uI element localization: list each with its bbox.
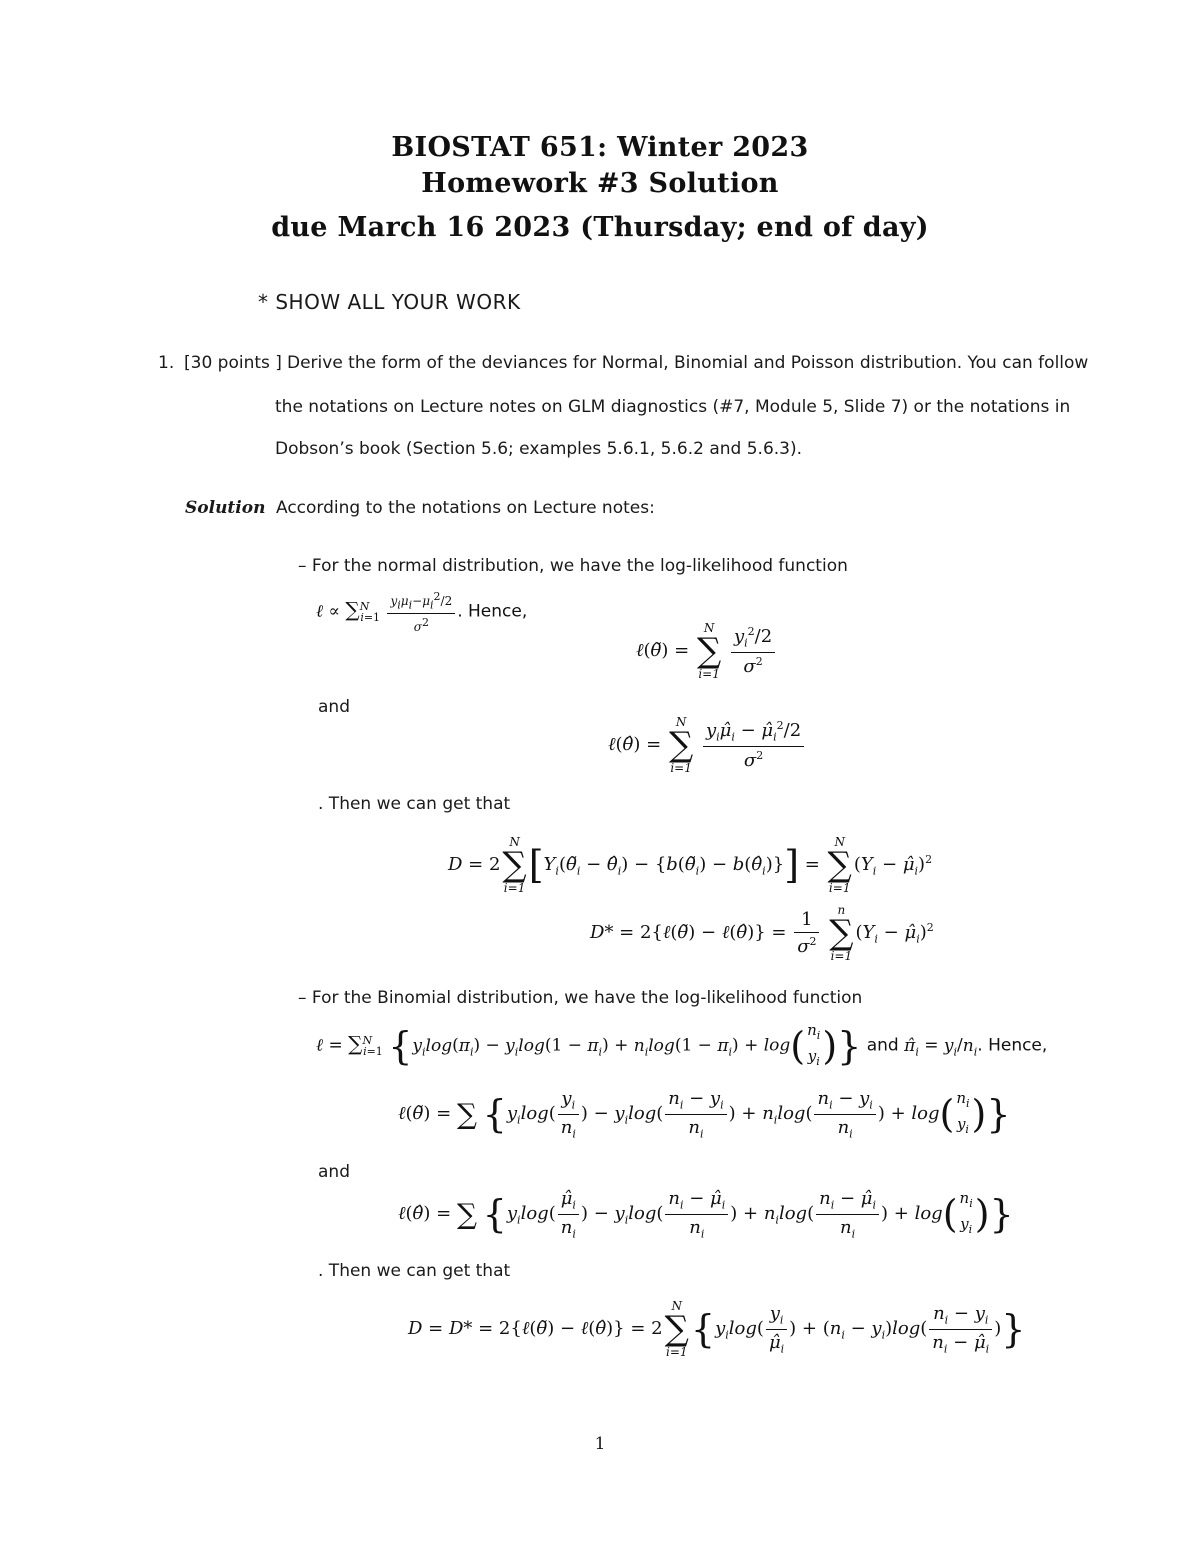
eq-deviance-normal: D = 2 N ∑ i=1 [$Y_i(\thetã_i$ − $\thetâ_i$) − {$b(\thetã_i)$ − $b(\thetâ_i)$}] = N ∑ i=1 ($Y_i$ − $\mû_i)^2$	[448, 835, 933, 895]
problem-number: 1.	[158, 353, 175, 373]
normal-intro: – For the normal distribution, we have the log-likelihood function	[298, 556, 848, 576]
and-text-2: and	[318, 1162, 350, 1182]
binomial-intro: – For the Binomial distribution, we have the log-likelihood function	[298, 988, 863, 1008]
due-date: due March 16 2023 (Thursday; end of day)	[271, 212, 929, 243]
and-text-1: and	[318, 697, 350, 717]
eq-deviance-binomial: D = D* = 2{ℓ(θ̃) − ℓ(θ̂)} = 2 N ∑ i=1 {$y_i\log$( $\frac{y_i}{\mû_i}$ ) + $(n_i - y_i)\log$( $\frac{n_i - y_i}{n_i - \mû_i}$ )}	[408, 1299, 1026, 1359]
page-number: 1	[594, 1434, 606, 1454]
problem-text-line3: Dobson’s book (Section 5.6; examples 5.6.1, 5.6.2 and 5.6.3).	[275, 439, 803, 459]
eq-loglik-saturated: ℓ(θ̃) = N ∑ i=1 $\frac{y_i^2/2}{\sigma^2}$	[636, 622, 777, 680]
solution-label: Solution	[185, 498, 266, 518]
eq-binomial-fitted: ℓ(θ̂) = ∑ {$y_i\log$( $\frac{\mû_i}{n_i}$ ) − $y_i\log$( $\frac{n_i - \mû_i}{n_i}$ ) + $n_i\log$( $\frac{n_i - \mû_i}{n_i}$ ) + log( $n_i$ $y_i$ )}	[398, 1188, 1014, 1241]
binomial-loglik: ℓ = ∑$^N_{i=1}$ {$y_i\log(\pi_i) - y_i\log(1 - \pi_i) + n_i\log(1 - \pi_i) + \log$( $n_i$ $y_i$ )} and $\pî_i = y_i/n_i$. Hence,	[316, 1021, 1048, 1068]
then-text-2: . Then we can get that	[318, 1261, 511, 1281]
eq-binomial-saturated: ℓ(θ̃) = ∑ {$y_i\log$( $\frac{y_i}{n_i}$ ) − $y_i\log$( $\frac{n_i - y_i}{n_i}$ ) + $n_i\log$( $\frac{n_i - y_i}{n_i}$ ) + log( $n_i$ $y_i$ )}	[398, 1088, 1011, 1141]
solution-intro: According to the notations on Lecture notes:	[276, 498, 655, 518]
hence-text: . Hence,	[457, 601, 528, 622]
eq-scaled-deviance-normal: D* = 2{ℓ(θ̃) − ℓ(θ̂)} = $\frac{1}{\sigma^2}$ n ∑ i=1 ($Y_i$ − $\mû_i)^2$	[590, 903, 934, 963]
course-title: BIOSTAT 651: Winter 2023	[391, 132, 809, 163]
problem-text-line2: the notations on Lecture notes on GLM diagnostics (#7, Module 5, Slide 7) or the notations in	[275, 397, 1071, 417]
hence2-text: . Hence,	[977, 1035, 1048, 1056]
normal-loglik: ℓ ∝ ∑$^N_{i=1}$ $\frac{y_i\mu_i-\mu_i^2/2}{\sigma^2}$ . Hence,	[316, 590, 528, 635]
then-text-1: . Then we can get that	[318, 794, 511, 814]
and-pi-hat-text: and	[866, 1035, 899, 1056]
eq-loglik-fitted: ℓ(θ̂) = N ∑ i=1 $\frac{y_i\mû_i - \mû_i^2/2}{\sigma^2}$	[608, 716, 806, 774]
assignment-title: Homework #3 Solution	[421, 168, 779, 199]
problem-text-line1: Derive the form of the deviances for Normal, Binomial and Poisson distribution. You can follow	[287, 353, 1089, 373]
problem-points: [30 points ]	[184, 353, 282, 373]
instruction: * SHOW ALL YOUR WORK	[258, 290, 521, 314]
